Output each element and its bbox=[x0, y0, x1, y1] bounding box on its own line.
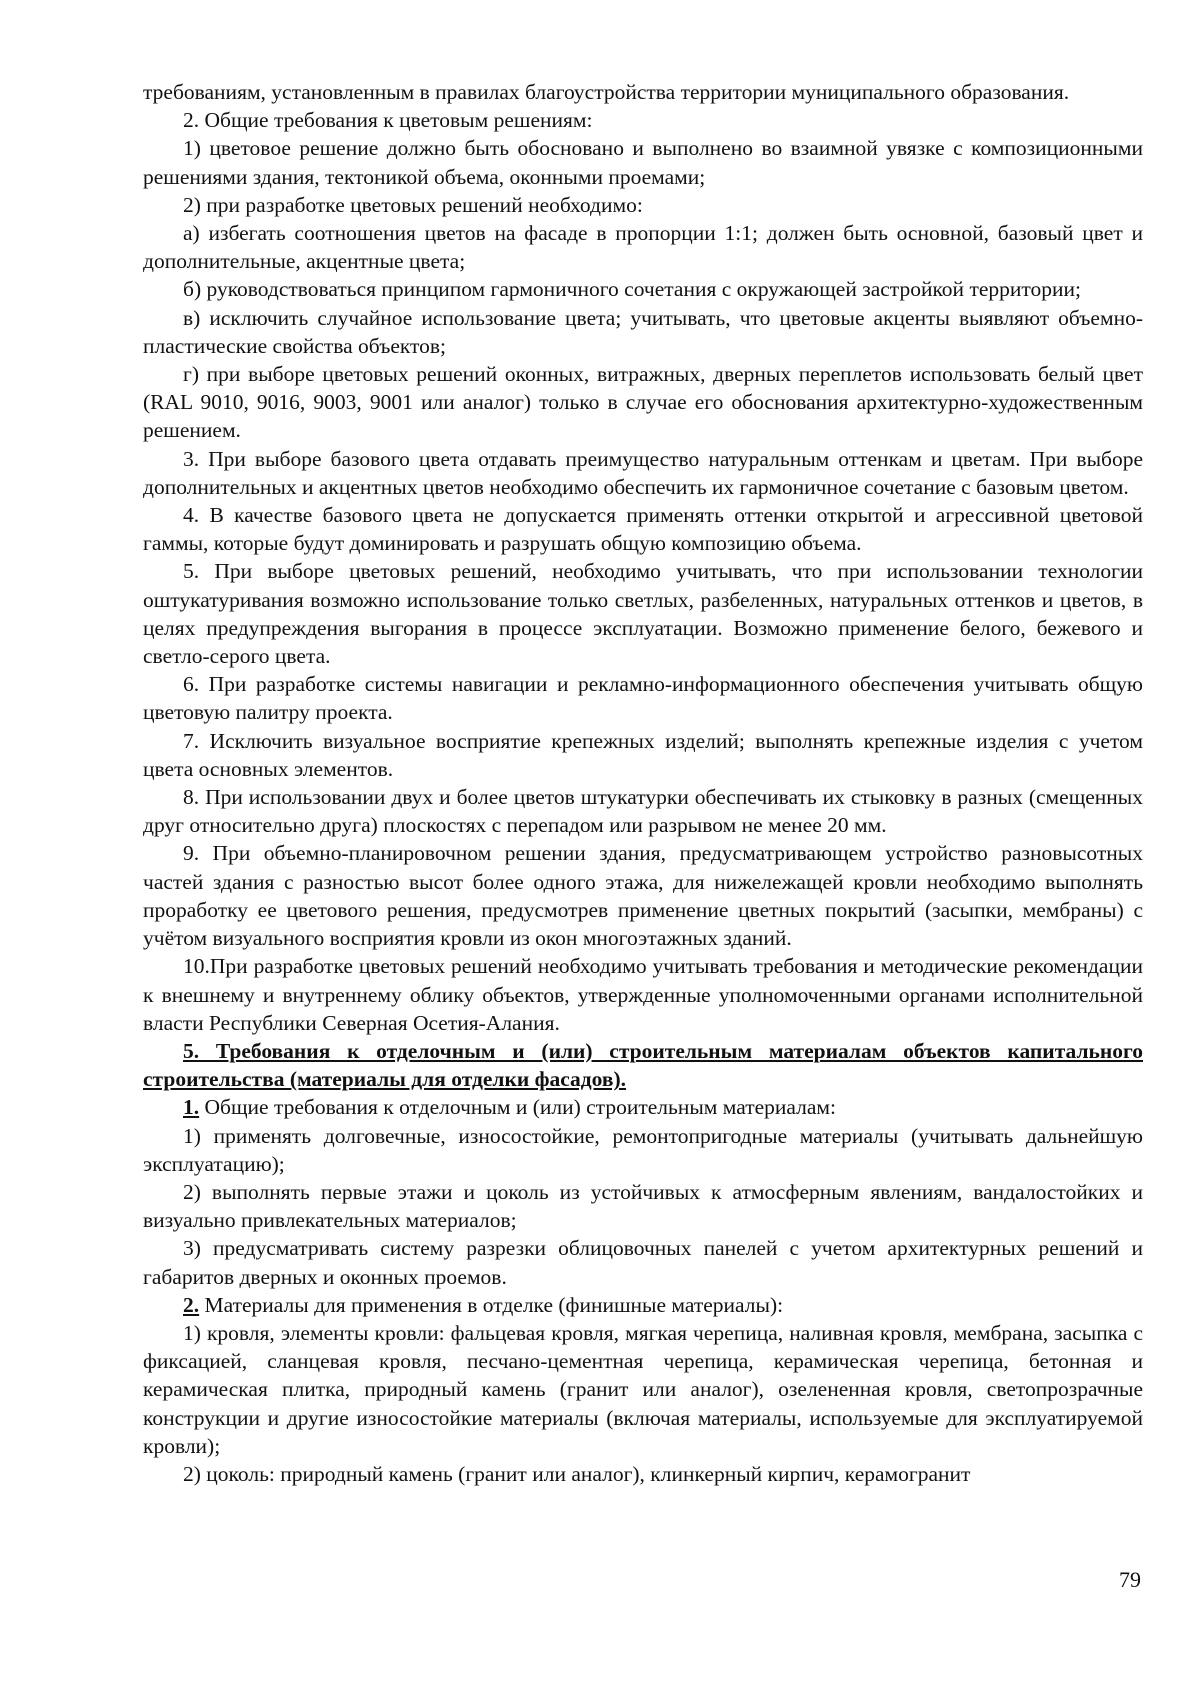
list-item: 2) при разработке цветовых решений необходимо: bbox=[183, 192, 643, 217]
list-item: 1) цветовое решение должно быть обосновано и выполнено во взаимной увязке с композиционными решениями здания, тектоникой объема, оконными проемами; bbox=[143, 136, 1143, 189]
list-item: в) исключить случайное использование цвета; учитывать, что цветовые акценты выявляют объемно-пластические свойства объектов; bbox=[143, 305, 1143, 358]
item-text: Материалы для применения в отделке (финишные материалы): bbox=[199, 1292, 784, 1317]
list-item: 1) применять долговечные, износостойкие, ремонтопригодные материалы (учитывать дальнейшую эксплуатацию); bbox=[143, 1123, 1143, 1176]
section-item-finishing-materials bbox=[143, 1291, 1143, 1319]
paragraph: 8. При использовании двух и более цветов штукатурки обеспечивать их стыковку в разных (смещенных друг относительно друга) плоскостях с перепадом или разрывом не менее 20 мм. bbox=[143, 785, 1143, 838]
page-number: 79 bbox=[1119, 1567, 1141, 1592]
section-item-general-requirements bbox=[143, 1093, 1143, 1121]
list-item: 3) предусматривать систему разрезки облицовочных панелей с учетом архитектурных решений и габаритов дверных и оконных проемов. bbox=[143, 1236, 1143, 1289]
paragraph: 4. В качестве базового цвета не допускается применять оттенки открытой и агрессивной цветовой гаммы, которые будут доминировать и разрушать общую композицию объема. bbox=[143, 503, 1143, 556]
list-item: г) при выборе цветовых решений оконных, витражных, дверных переплетов использовать белый цвет (RAL 9010, 9016, 9003, 9001 или аналог) только в случае его обоснования архитектурно-художественным решением. bbox=[143, 362, 1143, 443]
paragraph: 3. При выборе базового цвета отдавать преимущество натуральным оттенкам и цветам. При выборе дополнительных и акцентных цветов необходимо обеспечить их гармоничное сочетание с базовым цветом. bbox=[143, 446, 1143, 499]
list-item: б) руководствоваться принципом гармоничного сочетания с окружающей застройкой территории; bbox=[183, 277, 1081, 302]
paragraph-color-requirements: 2. Общие требования к цветовым решениям: bbox=[183, 108, 593, 133]
item-number: 2. bbox=[183, 1292, 200, 1317]
paragraph: 9. При объемно-планировочном решении здания, предусматривающем устройство разновысотных частей здания с разностью высот более одного этажа, для нижележащей кровли необходимо выполнять проработку ее цветового решения, предусмотрев применение цветных покрытий (засыпки, мембраны) с учётом визуального восприятия кровли из окон многоэтажных зданий. bbox=[143, 841, 1143, 951]
list-item: 2) выполнять первые этажи и цоколь из устойчивых к атмосферным явлениям, вандалостойких и визуально привлекательных материалов; bbox=[143, 1179, 1143, 1233]
paragraph-continuation: требованиям, установленным в правилах благоустройства территории муниципального образования. bbox=[143, 80, 1070, 104]
section-heading: 5. Требования к отделочным и (или) строительным материалам объектов капитального строительства (материалы для отделки фасадов). bbox=[143, 1038, 1143, 1092]
list-item: 2) цоколь: природный камень (гранит или аналог), клинкерный кирпич, керамогранит bbox=[183, 1461, 971, 1486]
list-item: 1) кровля, элементы кровли: фальцевая кровля, мягкая черепица, наливная кровля, мембрана, засыпка с фиксацией, сланцевая кровля, песчано-цементная черепица, керамическая черепица, бетонная и керамическая плитка, природный камень (гранит или аналог), озелененная кровля, светопрозрачные конструкции и другие износостойкие материалы (включая материалы, используемые для эксплуатируемой кровли); bbox=[143, 1320, 1143, 1458]
paragraph: 7. Исключить визуальное восприятие крепежных изделий; выполнять крепежные изделия с учетом цвета основных элементов. bbox=[143, 728, 1143, 781]
item-number: 1. bbox=[183, 1095, 200, 1120]
list-item: а) избегать соотношения цветов на фасаде в пропорции 1:1; должен быть основной, базовый цвет и дополнительные, акцентные цвета; bbox=[143, 221, 1143, 274]
paragraph: 6. При разработке системы навигации и рекламно-информационного обеспечения учитывать общую цветовую палитру проекта. bbox=[143, 672, 1143, 725]
paragraph: 10.При разработке цветовых решений необходимо учитывать требования и методические рекомендации к внешнему и внутреннему облику объектов, утвержденные уполномоченными органами исполнительной власти Республики Северная Осетия-Алания. bbox=[143, 954, 1143, 1035]
item-text: Общие требования к отделочным и (или) строительным материалам: bbox=[199, 1095, 836, 1120]
paragraph: 5. При выборе цветовых решений, необходимо учитывать, что при использовании технологии оштукатуривания возможно использование только светлых, разбеленных, натуральных оттенков и цветов, в целях предупреждения выгорания в процессе эксплуатации. Возможно применение белого, бежевого и светло-серого цвета. bbox=[143, 559, 1143, 669]
